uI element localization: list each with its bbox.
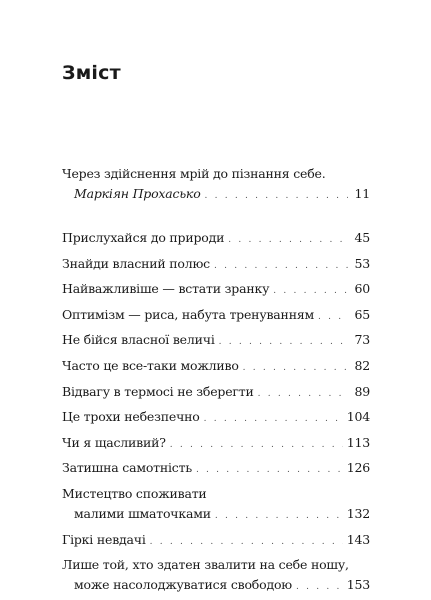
dot-leader bbox=[243, 358, 348, 378]
toc-entry-page: 143 bbox=[346, 531, 370, 547]
toc-entry-page: 104 bbox=[346, 409, 370, 425]
toc-entry[interactable] bbox=[62, 530, 370, 552]
dot-leader bbox=[204, 409, 343, 429]
dot-leader bbox=[296, 577, 343, 597]
dot-leader bbox=[150, 532, 343, 552]
dot-leader bbox=[170, 435, 343, 455]
toc-entry-page: 126 bbox=[346, 460, 370, 476]
toc-entry-title: Відвагу в термосі не зберегти bbox=[62, 383, 254, 399]
dot-leader bbox=[196, 460, 343, 480]
toc-entry[interactable] bbox=[62, 330, 370, 352]
toc-entry[interactable] bbox=[62, 433, 370, 455]
toc-entry-page: 45 bbox=[354, 230, 370, 245]
dot-leader bbox=[228, 230, 348, 250]
toc-entry-page: 82 bbox=[354, 357, 370, 373]
toc-entry[interactable] bbox=[62, 458, 370, 480]
toc-entry-title: Мистецтво споживати bbox=[62, 485, 207, 501]
toc-entry-title: Чи я щасливий? bbox=[62, 434, 166, 450]
toc-entry-page: 11 bbox=[354, 186, 370, 201]
dot-leader bbox=[215, 506, 343, 526]
toc-entry-title: Гіркі невдачі bbox=[62, 531, 146, 547]
toc-entry-page: 53 bbox=[354, 255, 370, 271]
toc-entry-title: Не бійся власної величі bbox=[62, 332, 215, 348]
toc-entry[interactable] bbox=[62, 356, 370, 378]
toc-entry-intro[interactable] bbox=[62, 164, 370, 206]
dot-leader bbox=[273, 281, 348, 301]
dot-leader bbox=[205, 186, 348, 206]
toc-entry-title: Затишна самотність bbox=[62, 460, 192, 476]
toc-entry[interactable] bbox=[62, 555, 370, 597]
toc-entry-title: Оптимізм — риса, набута тренуванням bbox=[62, 306, 315, 322]
toc-entry-title: Лише той, хто здатен звалити на себе ношу, bbox=[62, 557, 349, 573]
toc-entry-title: Це трохи небезпечно bbox=[62, 409, 200, 425]
toc-entry-title: Знайди власний полюс bbox=[62, 255, 210, 271]
toc-entry-page: 132 bbox=[346, 505, 370, 521]
toc-entry[interactable] bbox=[62, 305, 370, 327]
toc-entry-title-continued: може насолоджуватися свободою bbox=[74, 577, 292, 593]
toc-entry-author-line bbox=[62, 184, 370, 206]
toc-entry[interactable] bbox=[62, 382, 370, 404]
dot-leader bbox=[214, 256, 348, 276]
toc-entry-page: 153 bbox=[346, 577, 370, 593]
toc-entry-title: Через здійснення мрій до пізнання себе. bbox=[62, 166, 326, 181]
dot-leader bbox=[258, 384, 348, 404]
dot-leader bbox=[219, 332, 348, 352]
toc-entry-title: Часто це все-таки можливо bbox=[62, 357, 239, 373]
page-title: Зміст bbox=[62, 62, 121, 84]
toc-entry-title-continued: малими шматочками bbox=[74, 505, 211, 521]
toc-entry-title: Прислухайся до природи bbox=[62, 230, 225, 245]
toc-entry-author: Маркіян Прохасько bbox=[74, 186, 201, 201]
toc-entry-title: Найважливіше — встати зранку bbox=[62, 281, 270, 297]
toc-entry[interactable] bbox=[62, 279, 370, 301]
table-of-contents bbox=[62, 164, 370, 597]
toc-entry[interactable] bbox=[62, 407, 370, 429]
toc-entry-page: 65 bbox=[354, 306, 370, 322]
toc-entry[interactable] bbox=[62, 254, 370, 276]
toc-entry[interactable] bbox=[62, 228, 370, 250]
toc-entry-page: 60 bbox=[354, 281, 370, 297]
toc-entry[interactable] bbox=[62, 484, 370, 526]
toc-entry-page: 113 bbox=[346, 434, 370, 450]
toc-entry-page: 89 bbox=[354, 383, 370, 399]
toc-entry-page: 73 bbox=[354, 332, 370, 348]
dot-leader bbox=[318, 307, 348, 327]
toc-entry-title-line bbox=[62, 164, 370, 184]
